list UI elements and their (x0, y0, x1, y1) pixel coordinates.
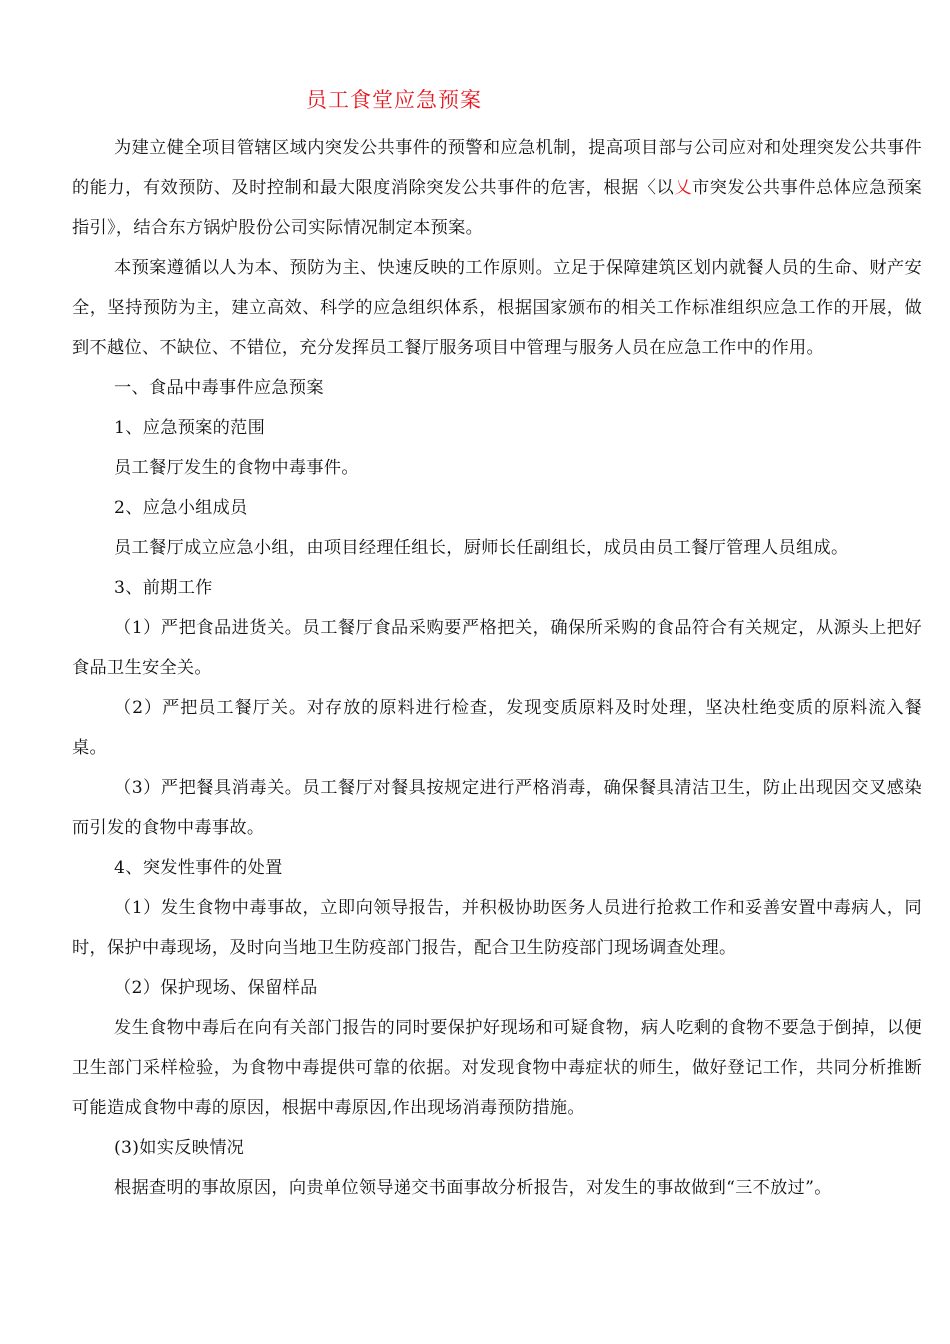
principle-paragraph: 本预案遵循以人为本、预防为主、快速反映的工作原则。立足于保障建筑区划内就餐人员的生命、财产安全，坚持预防为主，建立高效、科学的应急组织体系，根据国家颁布的相关工作标准组织应急工作的开展，做到不越位、不缺位、不错位，充分发挥员工餐厅服务项目中管理与服务人员在应急工作中的作用。 (72, 258, 922, 358)
subsection-2-heading: 2、应急小组成员 (114, 498, 248, 518)
intro-text-part2: 市突发公共事件总体应急预案指引》，结合东方锅炉股份公司实际情况制定本预案。 (72, 178, 922, 238)
document-body (72, 128, 922, 1208)
intro-text-part1: 为建立健全项目管辖区域内突发公共事件的预警和应急机制，提高项目部与公司应对和处理突发公共事件的能力，有效预防、及时控制和最大限度消除突发公共事件的危害，根据〈以 (72, 138, 922, 198)
subsection-4-item-3-heading: (3)如实反映情况 (114, 1138, 245, 1158)
intro-highlight-char: 乂 (674, 178, 692, 198)
subsection-3-item-3: （3）严把餐具消毒关。员工餐厅对餐具按规定进行严格消毒，确保餐具清洁卫生，防止出现因交叉感染而引发的食物中毒事故。 (72, 778, 922, 838)
section1-heading: 一、食品中毒事件应急预案 (114, 378, 324, 398)
subsection-2-text: 员工餐厅成立应急小组，由项目经理任组长，厨师长任副组长，成员由员工餐厅管理人员组成。 (114, 538, 849, 558)
document-title: 员工食堂应急预案 (306, 88, 482, 112)
intro-paragraph (72, 128, 922, 248)
subsection-1-heading: 1、应急预案的范围 (114, 418, 266, 438)
subsection-4-item-1: （1）发生食物中毒事故，立即向领导报告，并积极协助医务人员进行抢救工作和妥善安置中毒病人，同时，保护中毒现场，及时向当地卫生防疫部门报告，配合卫生防疫部门现场调查处理。 (72, 898, 922, 958)
subsection-3-item-2: （2）严把员工餐厅关。对存放的原料进行检查，发现变质原料及时处理，坚决杜绝变质的原料流入餐桌。 (72, 698, 922, 758)
subsection-4-item-3-text: 根据查明的事故原因，向贵单位领导递交书面事故分析报告，对发生的事故做到“三不放过”。 (114, 1178, 832, 1198)
subsection-4-heading: 4、突发性事件的处置 (114, 858, 283, 878)
subsection-3-item-1: （1）严把食品进货关。员工餐厅食品采购要严格把关，确保所采购的食品符合有关规定，从源头上把好食品卫生安全关。 (72, 618, 922, 678)
subsection-4-item-2-heading: （2）保护现场、保留样品 (114, 978, 318, 998)
subsection-4-item-2-text: 发生食物中毒后在向有关部门报告的同时要保护好现场和可疑食物，病人吃剩的食物不要急于倒掉，以便卫生部门采样检验，为食物中毒提供可靠的依据。对发现食物中毒症状的师生，做好登记工作，共同分析推断可能造成食物中毒的原因，根据中毒原因,作出现场消毒预防措施。 (72, 1018, 922, 1118)
subsection-1-text: 员工餐厅发生的食物中毒事件。 (114, 458, 359, 478)
subsection-3-heading: 3、前期工作 (114, 578, 213, 598)
